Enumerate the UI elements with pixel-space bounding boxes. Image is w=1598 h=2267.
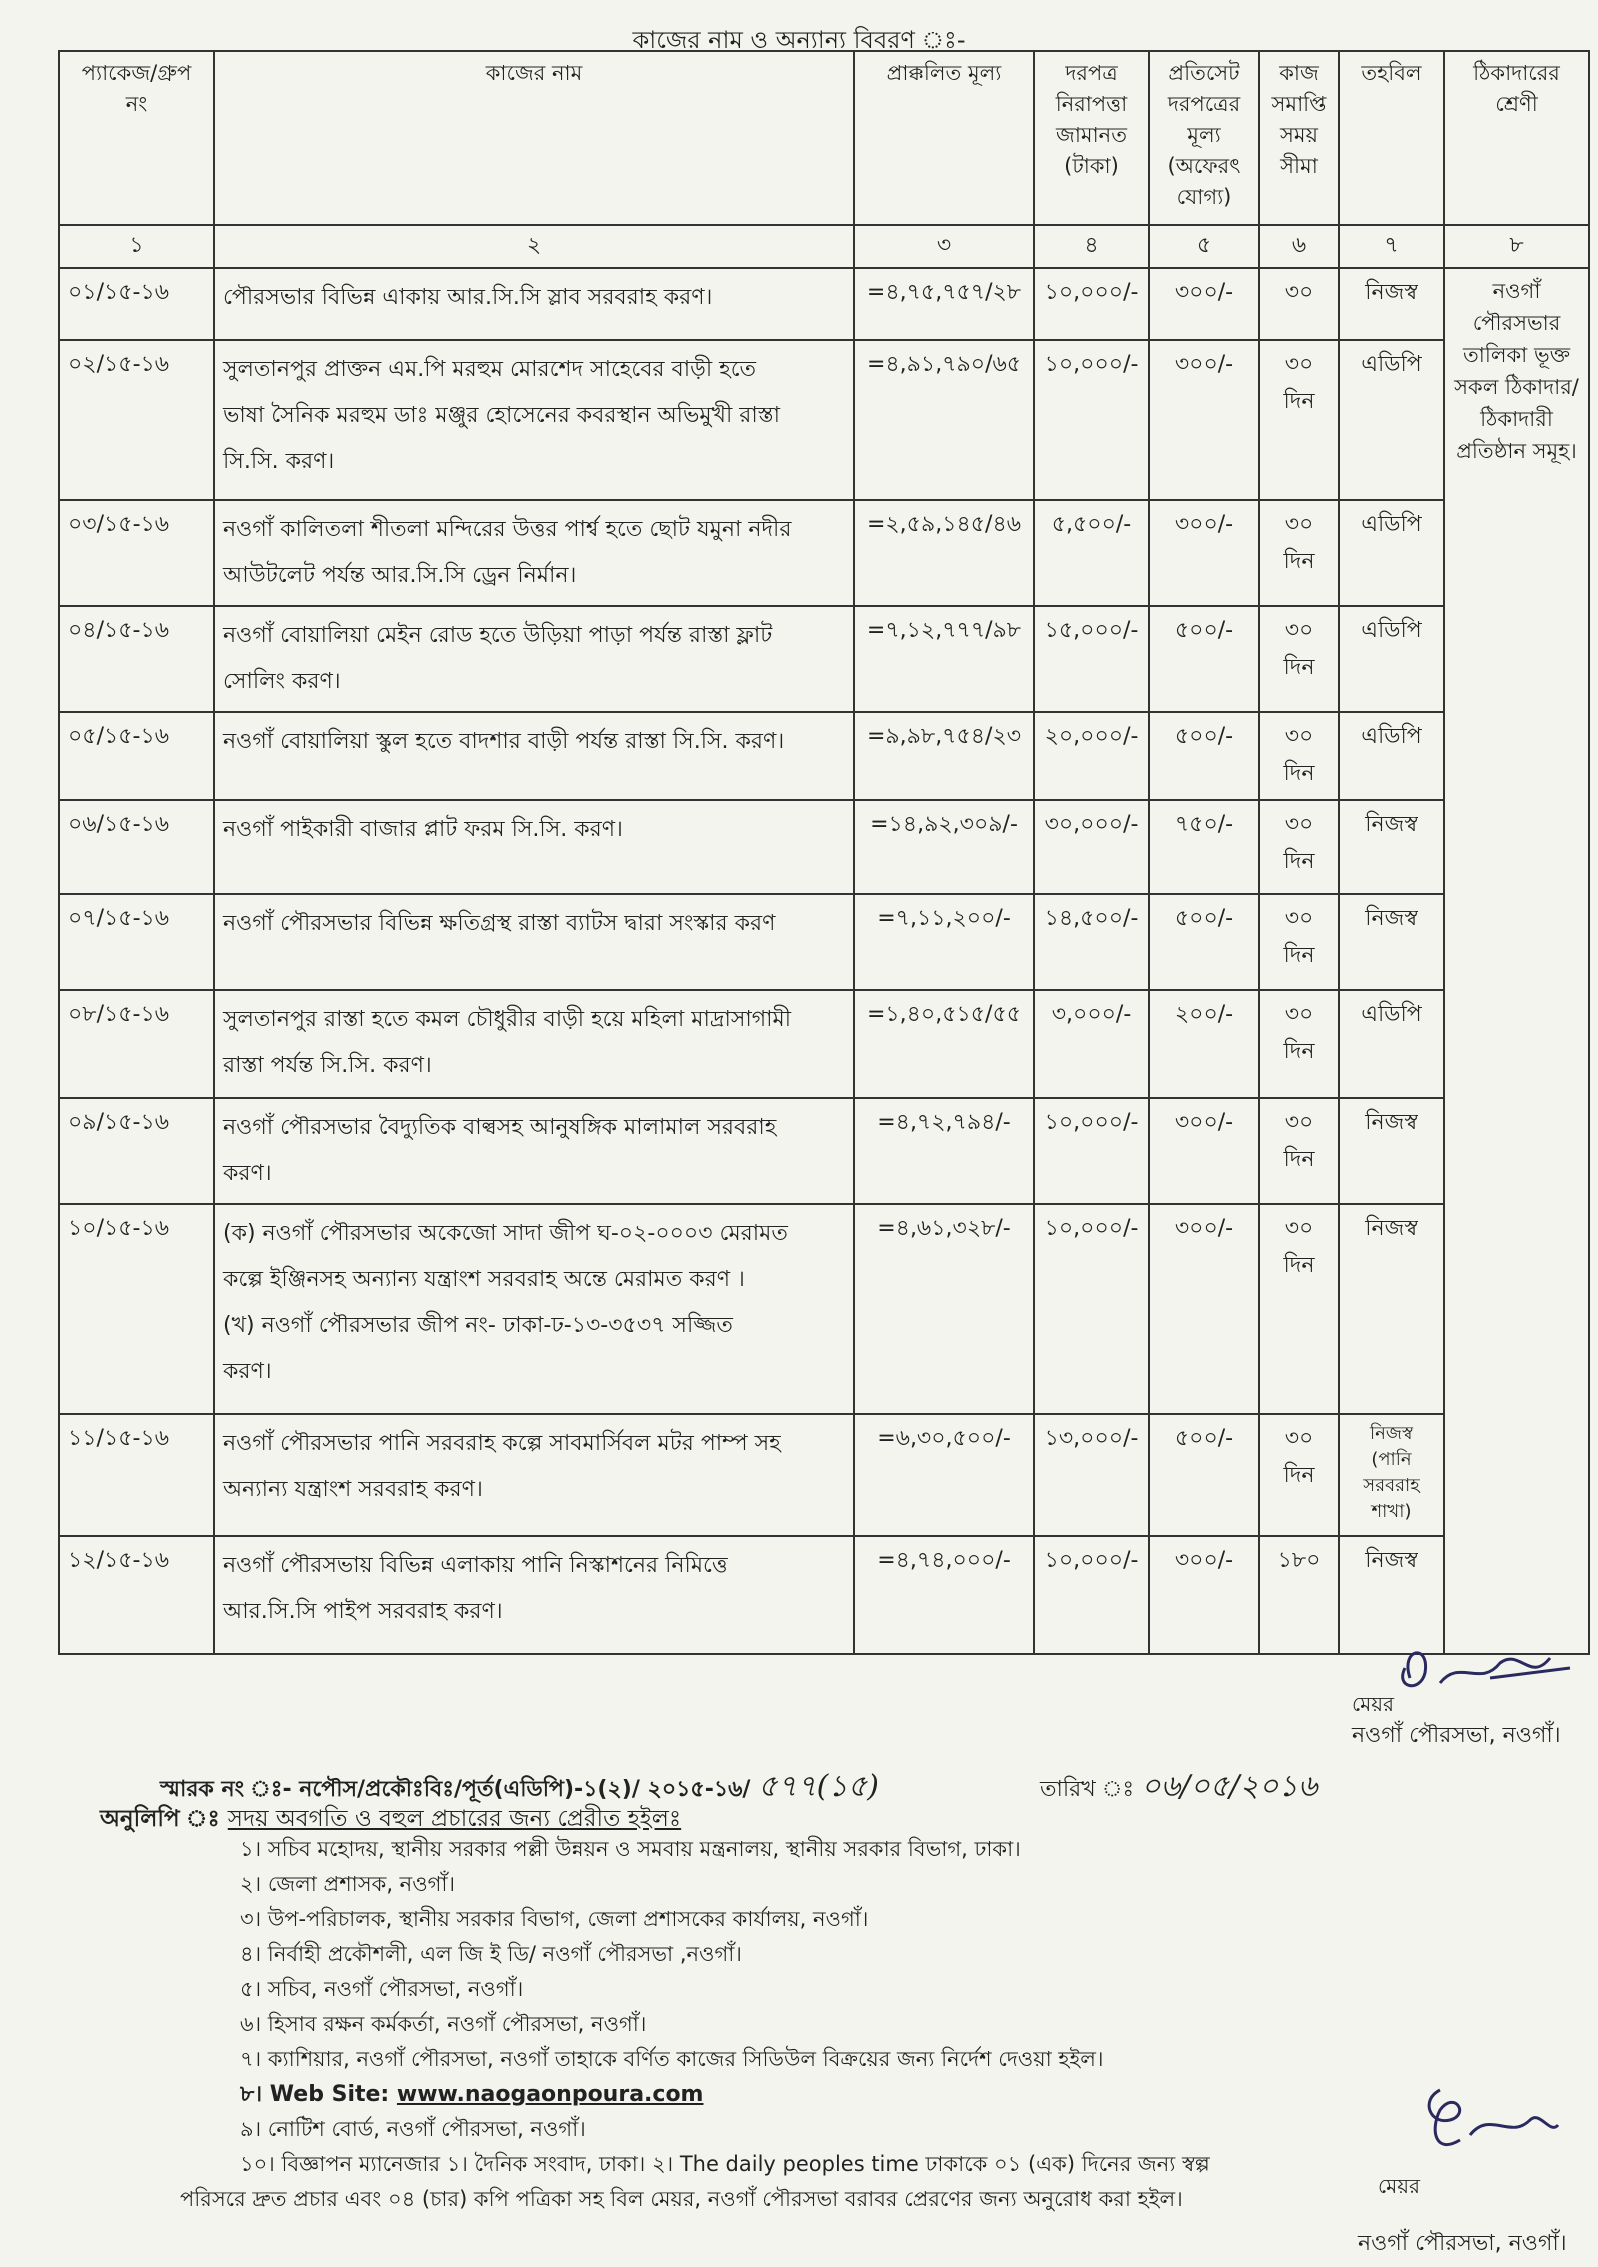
package-number: ০১/১৫-১৬ [59,268,214,340]
signature-title: মেয়র [1378,2174,1421,2198]
header-completion-time: কাজ সমাপ্তি সময় সীমা [1259,51,1339,225]
work-name-line: কল্পে ইঞ্জিনসহ অন্যান্য যন্ত্রাংশ সরবরাহ অন্তে মেরামত করণ । [223,1267,745,1292]
date-value: ০৬/০৫/২০১৬ [1141,1769,1318,1804]
fund: এডিপি [1339,606,1444,712]
security-amount: ১০,০০০/- [1034,1204,1149,1414]
work-name [214,712,854,800]
package-number: ০৩/১৫-১৬ [59,500,214,606]
mayor-signature-1 [1380,1638,1580,1708]
list-item: ২। জেলা প্রশাসক, নওগাঁ। [240,1872,456,1896]
mayor-signature-2 [1400,2080,1560,2170]
set-price: ৫০০/- [1149,606,1259,712]
estimated-cost: =৯,৯৮,৭৫৪/২৩ [854,712,1034,800]
table-row [59,1098,1589,1204]
estimated-cost: =১৪,৯২,৩০৯/- [854,800,1034,894]
work-name-line: করণ। [223,1359,272,1384]
work-name-line: নওগাঁ পৌরসভায় বিভিন্ন এলাকায় পানি নিস্কাশনের নিমিত্তে [223,1553,728,1578]
estimated-cost: =১,৪০,৫১৫/৫৫ [854,990,1034,1098]
header-contractor-class: ঠিকাদারের শ্রেণী [1444,51,1589,225]
work-name-line: (খ) নওগাঁ পৌরসভার জীপ নং- ঢাকা-ঢ-১৩-৩৫৩৭ সজ্জিত [223,1313,733,1338]
work-name-line: নওগাঁ পাইকারী বাজার প্লাট ফরম সি.সি. করণ। [223,817,623,842]
package-number: ১১/১৫-১৬ [59,1414,214,1536]
table-row [59,340,1589,500]
work-name-line: পৌরসভার বিভিন্ন এাকায় আর.সি.সি স্লাব সরবরাহ করণ। [223,285,713,310]
completion-time: ১৮০ [1259,1536,1339,1654]
column-number: ৭ [1339,225,1444,268]
set-price: ৫০০/- [1149,712,1259,800]
completion-time: ৩০ দিন [1259,712,1339,800]
page-title: কাজের নাম ও অন্যান্য বিবরণ ঃ- [632,26,966,54]
work-name [214,990,854,1098]
estimated-cost: =৬,৩০,৫০০/- [854,1414,1034,1536]
header-fund: তহবিল [1339,51,1444,225]
work-name-line: নওগাঁ কালিতলা শীতলা মন্দিরের উত্তর পার্শ্ব হতে ছোট যমুনা নদীর [223,517,792,542]
work-name-line: করণ। [223,1161,272,1186]
work-name-line: সুলতানপুর প্রাক্তন এম.পি মরহুম মোরশেদ সাহেবের বাড়ী হতে [223,357,757,382]
security-amount: ১০,০০০/- [1034,340,1149,500]
header-row [59,51,1589,225]
fund: নিজস্ব [1339,268,1444,340]
package-number: ০৯/১৫-১৬ [59,1098,214,1204]
work-name-line: সুলতানপুর রাস্তা হতে কমল চৌধুরীর বাড়ী হয়ে মহিলা মাদ্রাসাগামী [223,1007,792,1032]
list-item-continued: পরিসরে দ্রুত প্রচার এবং ০৪ (চার) কপি পত্রিকা সহ বিল মেয়র, নওগাঁ পৌরসভা বরাবর প্রেরণের জন্য অনুরোধ করা হইল। [180,2187,1183,2211]
list-item: ৫। সচিব, নওগাঁ পৌরসভা, নওগাঁ। [240,1977,524,2001]
work-name-line: নওগাঁ বোয়ালিয়া মেইন রোড হতে উড়িয়া পাড়া পর্যন্ত রাস্তা ফ্লাট [223,623,773,648]
contractor-class: নওগাঁ পৌরসভার তালিকা ভূক্ত সকল ঠিকাদার/ ঠিকাদারী প্রতিষ্ঠান সমূহ। [1444,268,1589,1654]
office-name: নওগাঁ পৌরসভা, নওগাঁ। [1358,2231,1567,2256]
cc-label: অনুলিপি ঃ [100,1806,220,1832]
completion-time: ৩০ দিন [1259,340,1339,500]
date-label: তারিখ ঃ [1040,1777,1135,1802]
fund: নিজস্ব (পানি সরবরাহ শাখা) [1339,1414,1444,1536]
list-item-website [240,2077,1210,2112]
package-number: ০২/১৫-১৬ [59,340,214,500]
fund: এডিপি [1339,340,1444,500]
header-estimated-cost: প্রাক্কলিত মূল্য [854,51,1034,225]
set-price: ৫০০/- [1149,1414,1259,1536]
estimated-cost: =৪,৬১,৩২৮/- [854,1204,1034,1414]
work-name [214,800,854,894]
estimated-cost: =৭,১১,২০০/- [854,894,1034,990]
work-name-line: নওগাঁ পৌরসভার পানি সরবরাহ কল্পে সাবমার্সিবল মটর পাম্প সহ [223,1431,781,1456]
estimated-cost: =৪,৭২,৭৯৪/- [854,1098,1034,1204]
table-row [59,500,1589,606]
fund: নিজস্ব [1339,1098,1444,1204]
fund: নিজস্ব [1339,894,1444,990]
work-name [214,1098,854,1204]
security-amount: ১০,০০০/- [1034,1098,1149,1204]
table-row [59,1536,1589,1654]
set-price: ৩০০/- [1149,340,1259,500]
list-item: ৯। নোটিশ বোর্ড, নওগাঁ পৌরসভা, নওগাঁ। [240,2117,586,2141]
table-row [59,990,1589,1098]
table-row [59,1414,1589,1536]
works-table [58,50,1590,1655]
package-number: ১২/১৫-১৬ [59,1536,214,1654]
package-number: ০৬/১৫-১৬ [59,800,214,894]
estimated-cost: =৪,৭৫,৭৫৭/২৮ [854,268,1034,340]
package-number: ০৮/১৫-১৬ [59,990,214,1098]
work-name-line: রাস্তা পর্যন্ত সি.সি. করণ। [223,1053,432,1078]
fund: নিজস্ব [1339,800,1444,894]
header-package: প্যাকেজ/গ্রুপ নং [59,51,214,225]
table-row [59,1204,1589,1414]
table-row [59,606,1589,712]
list-item: ৭। ক্যাশিয়ার, নওগাঁ পৌরসভা, নওগাঁ তাহাকে বর্ণিত কাজের সিডিউল বিক্রয়ের জন্য নির্দেশ দেওয়া হইল। [240,2047,1104,2071]
work-name [214,894,854,990]
work-name-line: নওগাঁ পৌরসভার বিভিন্ন ক্ষতিগ্রস্থ রাস্তা ব্যাটস দ্বারা সংস্কার করণ [223,911,776,936]
work-name-line: আর.সি.সি পাইপ সরবরাহ করণ। [223,1599,503,1624]
set-price: ২০০/- [1149,990,1259,1098]
header-set-price: প্রতিসেট দরপত্রের মূল্য (অফেরৎ যোগ্য) [1149,51,1259,225]
work-name [214,1414,854,1536]
completion-time: ৩০ দিন [1259,500,1339,606]
work-name-line: নওগাঁ বোয়ালিয়া স্কুল হতে বাদশার বাড়ী পর্যন্ত রাস্তা সি.সি. করণ। [223,729,785,754]
work-name [214,500,854,606]
list-item: ১০। বিজ্ঞাপন ম্যানেজার ১। দৈনিক সংবাদ, ঢাকা। ২। The daily peoples time ঢাকাকে ০১ (এক) দিনের জন্য স্বল্প [240,2152,1210,2176]
estimated-cost: =৪,৭৪,০০০/- [854,1536,1034,1654]
fund: নিজস্ব [1339,1204,1444,1414]
security-amount: ১৩,০০০/- [1034,1414,1149,1536]
completion-time: ৩০ দিন [1259,990,1339,1098]
website-label: ৮। Web Site: [240,2082,397,2107]
work-name-line: অন্যান্য যন্ত্রাংশ সরবরাহ করণ। [223,1477,483,1502]
security-amount: ১৪,৫০০/- [1034,894,1149,990]
fund: এডিপি [1339,990,1444,1098]
table-row [59,712,1589,800]
column-number: ২ [214,225,854,268]
set-price: ৩০০/- [1149,1204,1259,1414]
package-number: ০৪/১৫-১৬ [59,606,214,712]
work-name-line: (ক) নওগাঁ পৌরসভার অকেজো সাদা জীপ ঘ-০২-০০০৩ মেরামত [223,1221,788,1246]
work-name-line: আউটলেট পর্যন্ত আর.সি.সি ড্রেন নির্মান। [223,563,577,588]
cc-list [180,1832,1210,2217]
work-name-line: সি.সি. করণ। [223,449,335,474]
completion-time: ৩০ দিন [1259,1098,1339,1204]
work-name [214,268,854,340]
estimated-cost: =৪,৯১,৭৯০/৬৫ [854,340,1034,500]
completion-time: ৩০ দিন [1259,606,1339,712]
memo-date [1040,1762,1317,1813]
set-price: ৩০০/- [1149,1098,1259,1204]
list-item: ১। সচিব মহোদয়, স্থানীয় সরকার পল্লী উন্নয়ন ও সমবায় মন্ত্রনালয়, স্থানীয় সরকার বিভাগ, ঢাকা। [240,1837,1021,1861]
completion-time: ৩০ দিন [1259,894,1339,990]
package-number: ০৭/১৫-১৬ [59,894,214,990]
column-number: ৬ [1259,225,1339,268]
table-row [59,800,1589,894]
package-number: ১০/১৫-১৬ [59,1204,214,1414]
completion-time: ৩০ দিন [1259,800,1339,894]
table-row [59,894,1589,990]
completion-time: ৩০ দিন [1259,1414,1339,1536]
security-amount: ৩০,০০০/- [1034,800,1149,894]
memo-label: স্মারক নং ঃ- নপৌস/প্রকৌঃবিঃ/পূর্ত(এডিপি)-১(২)/ ২০১৫-১৬/ [160,1777,751,1802]
column-number: ৪ [1034,225,1149,268]
security-amount: ১০,০০০/- [1034,1536,1149,1654]
work-name-line: ভাষা সৈনিক মরহুম ডাঃ মঞ্জুর হোসেনের কবরস্থান অভিমুখী রাস্তা [223,403,780,428]
list-item: ৬। হিসাব রক্ষন কর্মকর্তা, নওগাঁ পৌরসভা, নওগাঁ। [240,2012,647,2036]
column-number: ৩ [854,225,1034,268]
work-name [214,1536,854,1654]
table-row [59,268,1589,340]
list-item: ৪। নির্বাহী প্রকৌশলী, এল জি ই ডি/ নওগাঁ পৌরসভা ,নওগাঁ। [240,1942,742,1966]
column-number: ১ [59,225,214,268]
fund: এডিপি [1339,500,1444,606]
work-name [214,340,854,500]
set-price: ৩০০/- [1149,268,1259,340]
work-name-line: সোলিং করণ। [223,669,341,694]
column-number-row [59,225,1589,268]
column-number: ৮ [1444,225,1589,268]
work-name [214,1204,854,1414]
estimated-cost: =৭,১২,৭৭৭/৯৮ [854,606,1034,712]
work-name-line: নওগাঁ পৌরসভার বৈদ্যুতিক বাল্বসহ আনুষঙ্গিক মালামাল সরবরাহ [223,1115,777,1140]
signature-title: মেয়র [1352,1692,1395,1716]
package-number: ০৫/১৫-১৬ [59,712,214,800]
completion-time: ৩০ [1259,268,1339,340]
set-price: ৩০০/- [1149,500,1259,606]
header-work-name: কাজের নাম [214,51,854,225]
memo-handwritten-number: ৫৭৭(১৫) [758,1769,879,1804]
security-amount: ১০,০০০/- [1034,268,1149,340]
set-price: ৭৫০/- [1149,800,1259,894]
list-item: ৩। উপ-পরিচালক, স্থানীয় সরকার বিভাগ, জেলা প্রশাসকের কার্যালয়, নওগাঁ। [240,1907,869,1931]
estimated-cost: =২,৫৯,১৪৫/৪৬ [854,500,1034,606]
website-link[interactable]: www.naogaonpoura.com [396,2082,704,2107]
cc-purpose: সদয় অবগতি ও বহুল প্রচারের জন্য প্রেরীত হইলঃ [227,1806,682,1832]
fund: এডিপি [1339,712,1444,800]
set-price: ৫০০/- [1149,894,1259,990]
security-amount: ৩,০০০/- [1034,990,1149,1098]
header-security: দরপত্র নিরাপত্তা জামানত (টাকা) [1034,51,1149,225]
security-amount: ৫,৫০০/- [1034,500,1149,606]
security-amount: ১৫,০০০/- [1034,606,1149,712]
office-name: নওগাঁ পৌরসভা, নওগাঁ। [1352,1723,1561,1748]
fund: নিজস্ব [1339,1536,1444,1654]
work-name [214,606,854,712]
set-price: ৩০০/- [1149,1536,1259,1654]
security-amount: ২০,০০০/- [1034,712,1149,800]
column-number: ৫ [1149,225,1259,268]
completion-time: ৩০ দিন [1259,1204,1339,1414]
